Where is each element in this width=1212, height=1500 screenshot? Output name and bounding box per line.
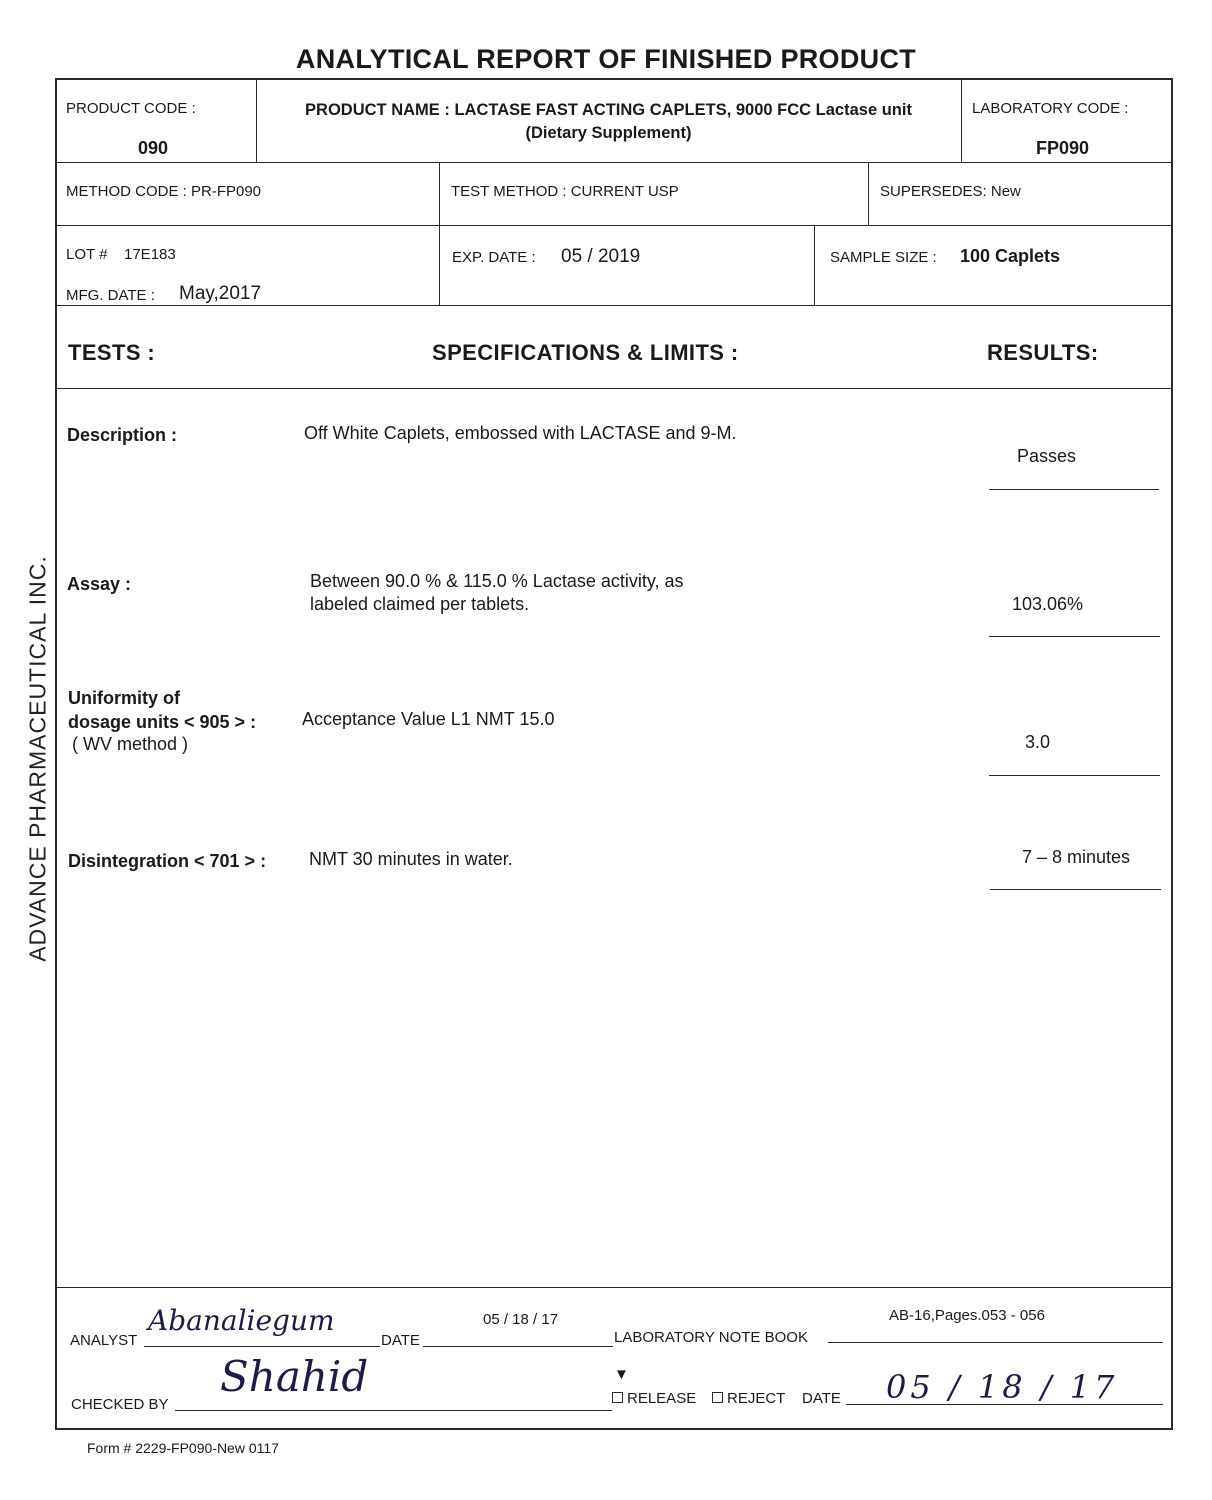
result-underline: [989, 636, 1160, 637]
divider: [55, 1287, 1173, 1288]
divider: [961, 78, 962, 162]
test-name: Assay :: [67, 574, 132, 594]
release-option[interactable]: [612, 1390, 696, 1407]
form-number: Form # 2229-FP090-New 0117: [87, 1440, 279, 1456]
test-result: 103.06%: [1012, 594, 1084, 614]
release-checkbox[interactable]: [612, 1392, 623, 1403]
analyst-signature-line: [144, 1346, 380, 1347]
test-spec: NMT 30 minutes in water.: [309, 849, 513, 869]
divider: [868, 162, 869, 225]
method-code: METHOD CODE : PR-FP090: [66, 183, 262, 200]
analyst-label: ANALYST: [70, 1332, 138, 1349]
reject-checkbox[interactable]: [712, 1392, 723, 1403]
reject-label: REJECT: [727, 1390, 786, 1407]
result-underline: [990, 889, 1161, 890]
product-name-subtitle: (Dietary Supplement): [525, 124, 692, 142]
release-arrow-icon: ▼: [614, 1366, 629, 1383]
divider: [814, 225, 815, 305]
test-result: 7 – 8 minutes: [1022, 847, 1131, 867]
test-name: dosage units < 905 > :: [68, 712, 257, 732]
product-code-label: PRODUCT CODE :: [66, 100, 196, 117]
divider: [55, 225, 1173, 226]
notebook-label: LABORATORY NOTE BOOK: [614, 1329, 808, 1346]
lot-label: LOT #: [66, 246, 108, 263]
analyst-signature: Abanaliegum: [148, 1304, 335, 1337]
specifications-heading: SPECIFICATIONS & LIMITS :: [432, 340, 739, 365]
date-label: DATE: [381, 1332, 420, 1349]
results-heading: RESULTS:: [987, 340, 1099, 365]
company-side-text: ADVANCE PHARMACEUTICAL INC.: [24, 555, 51, 962]
exp-date-label: EXP. DATE :: [452, 249, 536, 266]
test-spec: Between 90.0 % & 115.0 % Lactase activity, as: [310, 571, 684, 591]
exp-date-value: 05 / 2019: [561, 246, 641, 267]
supersedes: SUPERSEDES: New: [880, 183, 1021, 200]
checked-by-label: CHECKED BY: [71, 1396, 169, 1413]
result-underline: [989, 489, 1159, 490]
lab-code-label: LABORATORY CODE :: [972, 100, 1129, 117]
test-result: Passes: [1017, 446, 1077, 466]
divider: [55, 162, 1173, 163]
test-method: TEST METHOD : CURRENT USP: [451, 183, 679, 200]
mfg-date-value: May,2017: [179, 283, 262, 304]
release-date-value: 05 / 18 / 17: [886, 1368, 1119, 1406]
checked-by-signature: Shahid: [220, 1352, 369, 1401]
divider: [256, 78, 257, 162]
test-name: Uniformity of: [68, 688, 180, 708]
tests-heading: TESTS :: [68, 340, 156, 365]
report-title: ANALYTICAL REPORT OF FINISHED PRODUCT: [295, 44, 917, 74]
test-spec: Off White Caplets, embossed with LACTASE and 9-M.: [304, 423, 737, 443]
test-name: ( WV method ): [72, 734, 189, 754]
test-spec: Acceptance Value L1 NMT 15.0: [302, 709, 555, 729]
product-code-value: 090: [138, 138, 169, 158]
sample-size-label: SAMPLE SIZE :: [830, 249, 937, 266]
test-name: Description :: [67, 425, 178, 445]
date-line: [423, 1346, 613, 1347]
analyst-date: 05 / 18 / 17: [483, 1311, 559, 1328]
checked-by-line: [175, 1410, 612, 1411]
sample-size-value: 100 Caplets: [960, 246, 1061, 266]
test-result: 3.0: [1025, 732, 1051, 752]
release-date-label: DATE: [802, 1390, 841, 1407]
mfg-date-label: MFG. DATE :: [66, 287, 155, 304]
test-spec: labeled claimed per tablets.: [310, 594, 530, 614]
lot-value: 17E183: [124, 246, 176, 263]
divider: [55, 305, 1173, 306]
release-label: RELEASE: [627, 1390, 697, 1407]
notebook-value: AB-16,Pages.053 - 056: [889, 1307, 1045, 1324]
result-underline: [989, 775, 1160, 776]
divider: [55, 388, 1173, 389]
reject-option[interactable]: [712, 1390, 785, 1407]
divider: [439, 162, 440, 305]
notebook-line: [828, 1342, 1163, 1343]
product-name: PRODUCT NAME : LACTASE FAST ACTING CAPLETS, 9000 FCC Lactase unit: [305, 101, 912, 119]
lab-code-value: FP090: [1036, 138, 1090, 158]
test-name: Disintegration < 701 > :: [68, 851, 267, 871]
report-frame: [55, 78, 1173, 1430]
